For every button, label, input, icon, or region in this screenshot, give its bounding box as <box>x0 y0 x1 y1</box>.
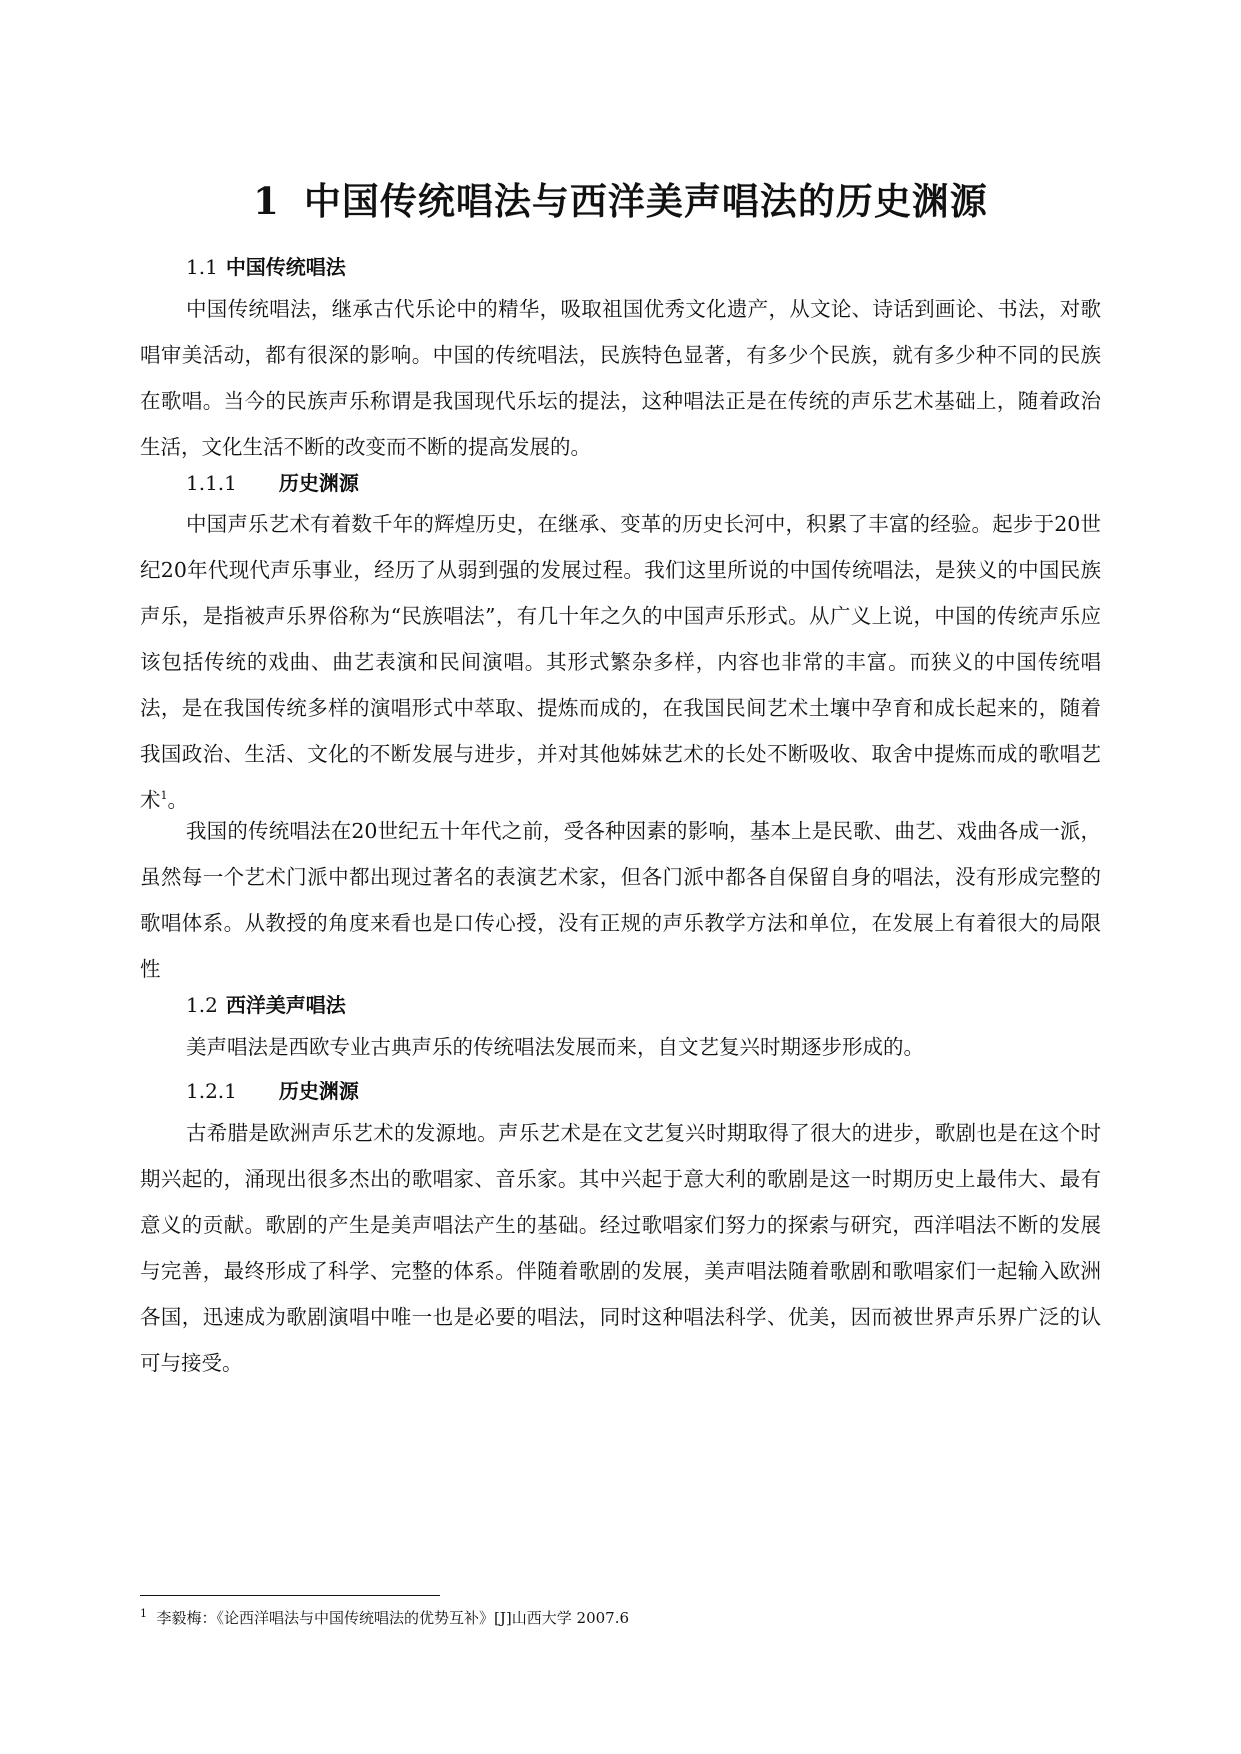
section-number: 1.2.1 <box>186 1079 237 1103</box>
section-title: 中国传统唱法 <box>225 255 346 279</box>
footnote-marker: 1 <box>140 1607 147 1620</box>
footnote-ref: 1 <box>160 789 168 803</box>
paragraph-1-2-1: 古希腊是欧洲声乐艺术的发源地。声乐艺术是在文艺复兴时期取得了很大的进步，歌剧也是在这个时期兴起的，涌现出很多杰出的歌唱家、音乐家。其中兴起于意大利的歌剧是这一时期历史上最伟大、最有意义的贡献。歌剧的产生是美声唱法产生的基础。经过歌唱家们努力的探索与研究，西洋唱法不断的发展与完善，最终形成了科学、完整的体系。伴随着歌剧的发展，美声唱法随着歌剧和歌唱家们一起输入欧洲各国，迅速成为歌剧演唱中唯一也是必要的唱法，同时这种唱法科学、优美，因而被世界声乐界广泛的认可与接受。 <box>140 1121 1101 1375</box>
chapter-number: 1 <box>253 179 280 223</box>
section-number: 1.1 <box>186 255 218 279</box>
section-heading-1-2 <box>186 990 346 1020</box>
section-heading-1-2-1 <box>186 1076 359 1106</box>
chapter-title-text: 中国传统唱法与西洋美声唱法的历史渊源 <box>303 179 988 223</box>
section-number: 1.2 <box>186 993 218 1017</box>
section-title: 西洋美声唱法 <box>225 993 346 1017</box>
paragraph-1-2: 美声唱法是西欧专业古典声乐的传统唱法发展而来，自文艺复兴时期逐步形成的。 <box>186 1035 924 1059</box>
section-title: 历史渊源 <box>278 1079 359 1103</box>
section-title: 历史渊源 <box>278 471 359 495</box>
paragraph-1-1: 中国传统唱法，继承古代乐论中的精华，吸取祖国优秀文化遗产，从文论、诗话到画论、书法，对歌唱审美活动，都有很深的影响。中国的传统唱法，民族特色显著，有多少个民族，就有多少种不同的民族在歌唱。当今的民族声乐称谓是我国现代乐坛的提法，这种唱法正是在传统的声乐艺术基础上，随着政治生活，文化生活不断的改变而不断的提高发展的。 <box>140 297 1101 459</box>
footnote-divider <box>140 1595 440 1596</box>
paragraph-text: 中国声乐艺术有着数千年的辉煌历史，在继承、变革的历史长河中，积累了丰富的经验。起步于20世纪20年代现代声乐事业，经历了从弱到强的发展过程。我们这里所说的中国传统唱法，是狭义的中国民族声乐，是指被声乐界俗称为“民族唱法”，有几十年之久的中国声乐形式。从广义上说，中国的传统声乐应该包括传统的戏曲、曲艺表演和民间演唱。其形式繁杂多样，内容也非常的丰富。而狭义的中国传统唱法，是在我国传统多样的演唱形式中萃取、提炼而成的，在我国民间艺术土壤中孕育和成长起来的，随着我国政治、生活、文化的不断发展与进步，并对其他姊妹艺术的长处不断吸收、取舍中提炼而成的歌唱艺术 <box>140 512 1101 812</box>
chapter-title <box>140 176 1101 226</box>
footnote <box>140 1606 629 1630</box>
footnote-text: 李毅梅：《论西洋唱法与中国传统唱法的优势互补》[J]山西大学 2007.6 <box>156 1609 630 1627</box>
section-number: 1.1.1 <box>186 471 237 495</box>
paragraph-1-1-1-b: 我国的传统唱法在20世纪五十年代之前，受各种因素的影响，基本上是民歌、曲艺、戏曲各成一派，虽然每一个艺术门派中都出现过著名的表演艺术家，但各门派中都各自保留自身的唱法，没有形成完整的歌唱体系。从教授的角度来看也是口传心授，没有正规的声乐教学方法和单位，在发展上有着很大的局限性 <box>140 819 1101 981</box>
paragraph-1-1-1-a <box>140 501 1101 823</box>
paragraph-end: 。 <box>167 788 188 812</box>
section-heading-1-1-1 <box>186 468 359 498</box>
section-heading-1-1 <box>186 252 346 282</box>
